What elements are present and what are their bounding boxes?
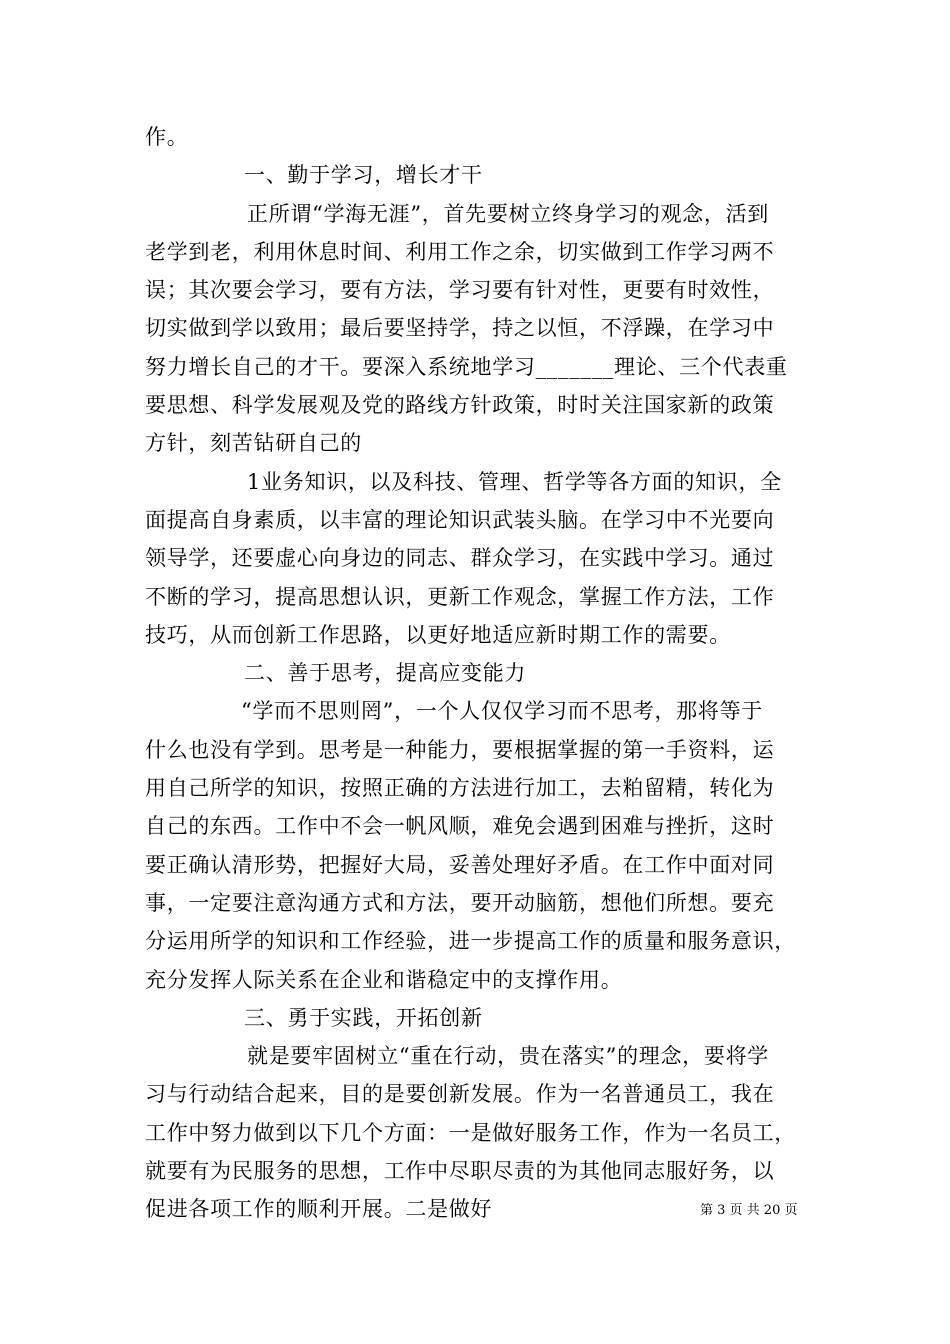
text-line: 充分发挥人际关系在企业和谐稳定中的支撑作用。 [145, 967, 623, 992]
text-line: 工作中努力做到以下几个方面：一是做好服务工作，作为一名员工， [145, 1120, 796, 1145]
text-line: 误；其次要会学习，要有方法，学习要有针对性，更要有时效性， [145, 278, 775, 303]
text-line: 技巧，从而创新工作思路，以更好地适应新时期工作的需要。 [145, 622, 731, 647]
text-line: 分运用所学的知识和工作经验，进一步提高工作的质量和服务意识， [145, 929, 796, 954]
text-line: 面提高自身素质，以丰富的理论知识武装头脑。在学习中不光要向 [145, 507, 775, 532]
text-line: 习与行动结合起来，目的是要创新发展。作为一名普通员工，我在 [145, 1082, 775, 1107]
text-line: “学而不思则罔”，一个人仅仅学习而不思考，那将等于 [241, 699, 763, 724]
text-line: 就是要牢固树立“重在行动，贵在落实”的理念，要将学 [247, 1044, 769, 1069]
section-heading-3: 三、勇于实践，开拓创新 [244, 1005, 483, 1030]
section-heading-1: 一、勤于学习，增长才干 [244, 163, 483, 188]
text-line: 要正确认清形势，把握好大局，妥善处理好矛盾。在工作中面对同 [145, 852, 775, 877]
text-line: 促进各项工作的顺利开展。二是做好 [145, 1197, 493, 1222]
text-line: 要思想、科学发展观及党的路线方针政策，时时关注国家新的政策 [145, 393, 775, 418]
text-line: 自己的东西。工作中不会一帆风顺，难免会遇到困难与挫折，这时 [145, 814, 775, 839]
text-line: 事，一定要注意沟通方式和方法，要开动脑筋，想他们所想。要充 [145, 890, 775, 915]
text-line: 不断的学习，提高思想认识，更新工作观念，掌握工作方法，工作 [145, 584, 775, 609]
page-number-footer: 第 3 页 共 20 页 [700, 1203, 798, 1218]
text-line: 什么也没有学到。思考是一种能力，要根据掌握的第一手资料，运 [145, 737, 775, 762]
text-line: 努力增长自己的才干。要深入系统地学习_______理论、三个代表重 [145, 354, 788, 379]
text-line: 用自己所学的知识，按照正确的方法进行加工，去粕留精，转化为 [145, 776, 775, 801]
text-line: 领导学，还要虚心向身边的同志、群众学习，在实践中学习。通过 [145, 546, 775, 571]
text-line: 作。 [145, 125, 189, 149]
text-line: 切实做到学以致用；最后要坚持学，持之以恒，不浮躁，在学习中 [145, 316, 775, 341]
document-body [145, 118, 810, 1229]
text-line: 1业务知识，以及科技、管理、哲学等各方面的知识，全 [247, 469, 782, 494]
section-heading-2: 二、善于思考，提高应变能力 [244, 661, 527, 686]
text-line: 方针，刻苦钻研自己的 [145, 431, 362, 456]
text-line: 就要有为民服务的思想，工作中尽职尽责的为其他同志服好务，以 [145, 1159, 775, 1184]
text-line: 老学到老，利用休息时间、利用工作之余，切实做到工作学习两不 [145, 239, 775, 264]
text-line: 正所谓“学海无涯”，首先要树立终身学习的观念，活到 [247, 201, 769, 226]
